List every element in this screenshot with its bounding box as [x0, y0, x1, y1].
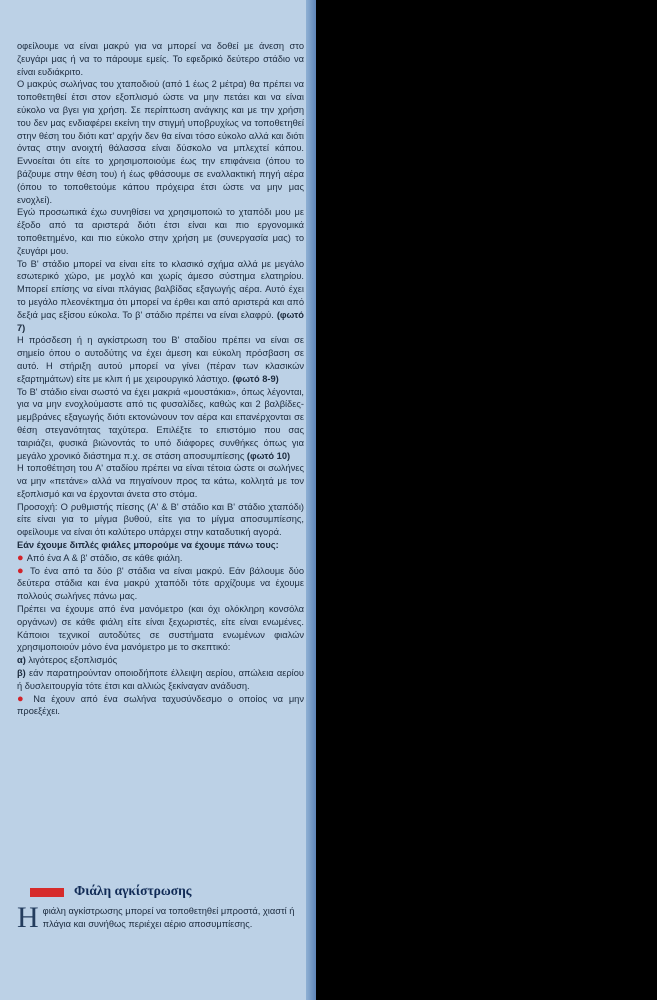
subheading: Εάν έχουμε διπλές φιάλες μπορούμε να έχουμε πάνω τους: — [17, 540, 279, 551]
photo-ref: (φωτό 10) — [246, 450, 291, 461]
photo-ref: (φωτό 8-9) — [232, 373, 279, 384]
paragraph: Εγώ προσωπικά έχω συνηθίσει να χρησιμοποιώ το χταπόδι μου με έξοδο από τα αριστερά διότι έτσι είναι και πιο εργονομικά τοποθετημένο, και πιο εύκολο στην χρήση με (συνεργασία μας) το ζευγάρι μου. — [17, 207, 304, 256]
paragraph: Το Β' στάδιο είναι σωστό να έχει μακριά «μουστάκια», όπως λέγονται, για να μην ενοχλούμαστε από τις φυσαλίδες, καθώς και 2 βαλβίδες-μεμβράνες εξαγωγής διότι εκτονώνουν τον αέρα και επανέρχονται σε θέση στεγανότητας ταχύτερα. Επιλέξτε το επιστόμιο που σας ταιριάζει, φυσικά βιώνοντάς το υπό διάφορες συνθήκες όπως για μεγάλο χρονικό διάστημα π.χ. σε στάση αποσυμπίεσης (φωτό 10) — [17, 386, 304, 461]
list-item: α) λιγότερος εξοπλισμός — [17, 655, 118, 666]
bullet-item: ● Από ένα Α & β' στάδιο, σε κάθε φιάλη. — [17, 551, 183, 564]
paragraph: Η πρόσδεση ή η αγκίστρωση του Β' σταδίου πρέπει να είναι σε σημείο όπου ο αυτοδύτης να έχει άμεση και εύκολη πρόσβαση σε αυτό. Η στήριξη αυτού μπορεί να γίνει (πέραν των κλασικών εξαρτημάτων) είτε με κλιπ ή με χειρουργικό λάστιχο. (φωτό 8-9) — [17, 335, 304, 384]
bullet-item: ● Να έχουν από ένα σωλήνα ταχυσύνδεσμο ο οποίος να μην προεξέχει. — [17, 692, 304, 717]
paragraph: οφείλουμε να είναι μακρύ για να μπορεί να δοθεί με άνεση στο ζευγάρι μας ή να το πάρουμε εμείς. Το εφεδρικό δεύτερο στάδιο να είναι ευδιάκριτο. — [17, 41, 304, 77]
bullet-dot-icon: ● — [17, 564, 31, 577]
article-column — [17, 40, 304, 718]
section-heading-row — [30, 883, 300, 903]
last-paragraph: Ηφιάλη αγκίστρωσης μπορεί να τοποθετηθεί μπροστά, χιαστί ή πλάγια και συνήθως περιέχει αέριο αποσυμπίεσης. — [17, 901, 295, 934]
paragraph: Πρέπει να έχουμε από ένα μανόμετρο (και όχι ολόκληρη κονσόλα οργάνων) σε κάθε φιάλη είτε είναι ξεχωριστές, είτε είναι ενωμένες. Κάποιοι τεχνικοί αυτοδύτες σε συστήματα ενωμένων φιαλών χρησιμοποιούν μόνο ένα μανόμετρο με το σκεπτικό: — [17, 604, 304, 653]
bullet-item: ● Το ένα από τα δύο β' στάδια να είναι μακρύ. Εάν βάλουμε δύο δεύτερα στάδια και ένα μακρύ χταπόδι τότε αρχίζουμε να έχουμε πολλούς σωλήνες πάνω μας. — [17, 564, 304, 602]
paragraph: Η τοποθέτηση του Α' σταδίου πρέπει να είναι τέτοια ώστε οι σωλήνες να μην «πετάνε» αλλά να πηγαίνουν προς τα κάτω, κολλητά με τον εξοπλισμό και να έρχονται άνετα στο στόμα. — [17, 463, 304, 499]
drop-cap: Η — [17, 901, 39, 934]
photo-ref: (φωτό 7) — [17, 309, 304, 333]
section-heading: Φιάλη αγκίστρωσης — [74, 883, 192, 898]
page-edge — [306, 0, 316, 1000]
bullet-dot-icon: ● — [17, 551, 27, 564]
bullet-dot-icon: ● — [17, 692, 34, 705]
paragraph: Προσοχή: Ο ρυθμιστής πίεσης (Α' & Β' στάδιο και Β' στάδιο χταπόδι) είτε είναι για το μίγμα βυθού, είτε για το μίγμα αποσυμπίεσης, οφείλουμε να είναι ότι καλύτερο υπάρχει στην καταδυτική αγορά. — [17, 501, 304, 538]
red-bar-icon — [30, 888, 64, 897]
list-item: β) εάν παρατηρούνταν οποιοδήποτε έλλειψη αερίου, απώλεια αερίου ή δυσλειτουργία τότε έτσι και αλλιώς ξεκίναγαν ανάδυση. — [17, 668, 304, 691]
paragraph: Ο μακρύς σωλήνας του χταποδιού (από 1 έως 2 μέτρα) θα πρέπει να τοποθετηθεί έτσι στον εξοπλισμό ώστε να μην πετάει και να είναι εύκολο να βγει για χρήση. Σε περίπτωση ανάγκης και με την χρήση του δεν μας ενδιαφέρει εκείνη την στιγμή υποβρυχίως να τοποθετηθεί στην θέση του διότι κατ' αρχήν δεν θα είναι τόσο εύκολο αλλά και διότι όντας στην ανοιχτή θάλασσα είναι δύσκολο να μπλεχτεί κάπου. Εννοείται ότι είτε το χρησιμοποιούμε έως την επιφάνεια (όπου το βάζουμε στην θέση του) ή έως φθάσουμε σε εναλλακτική πηγή αέρα (όπου το τοποθετούμε κάπου πρόχειρα έτσι ώστε να μην μας ενοχλεί). — [17, 79, 304, 205]
paragraph: Το Β' στάδιο μπορεί να είναι είτε το κλασικό σχήμα αλλά με μεγάλο εσωτερικό χώρο, με μοχλό και χωρίς άμεσο σύστημα ελατηρίου. Μπορεί επίσης να είναι πλάγιας βαλβίδας εξαγωγής αέρα. Αυτό έχει το μεγάλο πλεονέκτημα ότι μπορεί να έρθει και από αριστερά και από δεξιά μας εξίσου εύκολα. Το β' στάδιο πρέπει να είναι ελαφρύ. (φωτό 7) — [17, 258, 304, 333]
